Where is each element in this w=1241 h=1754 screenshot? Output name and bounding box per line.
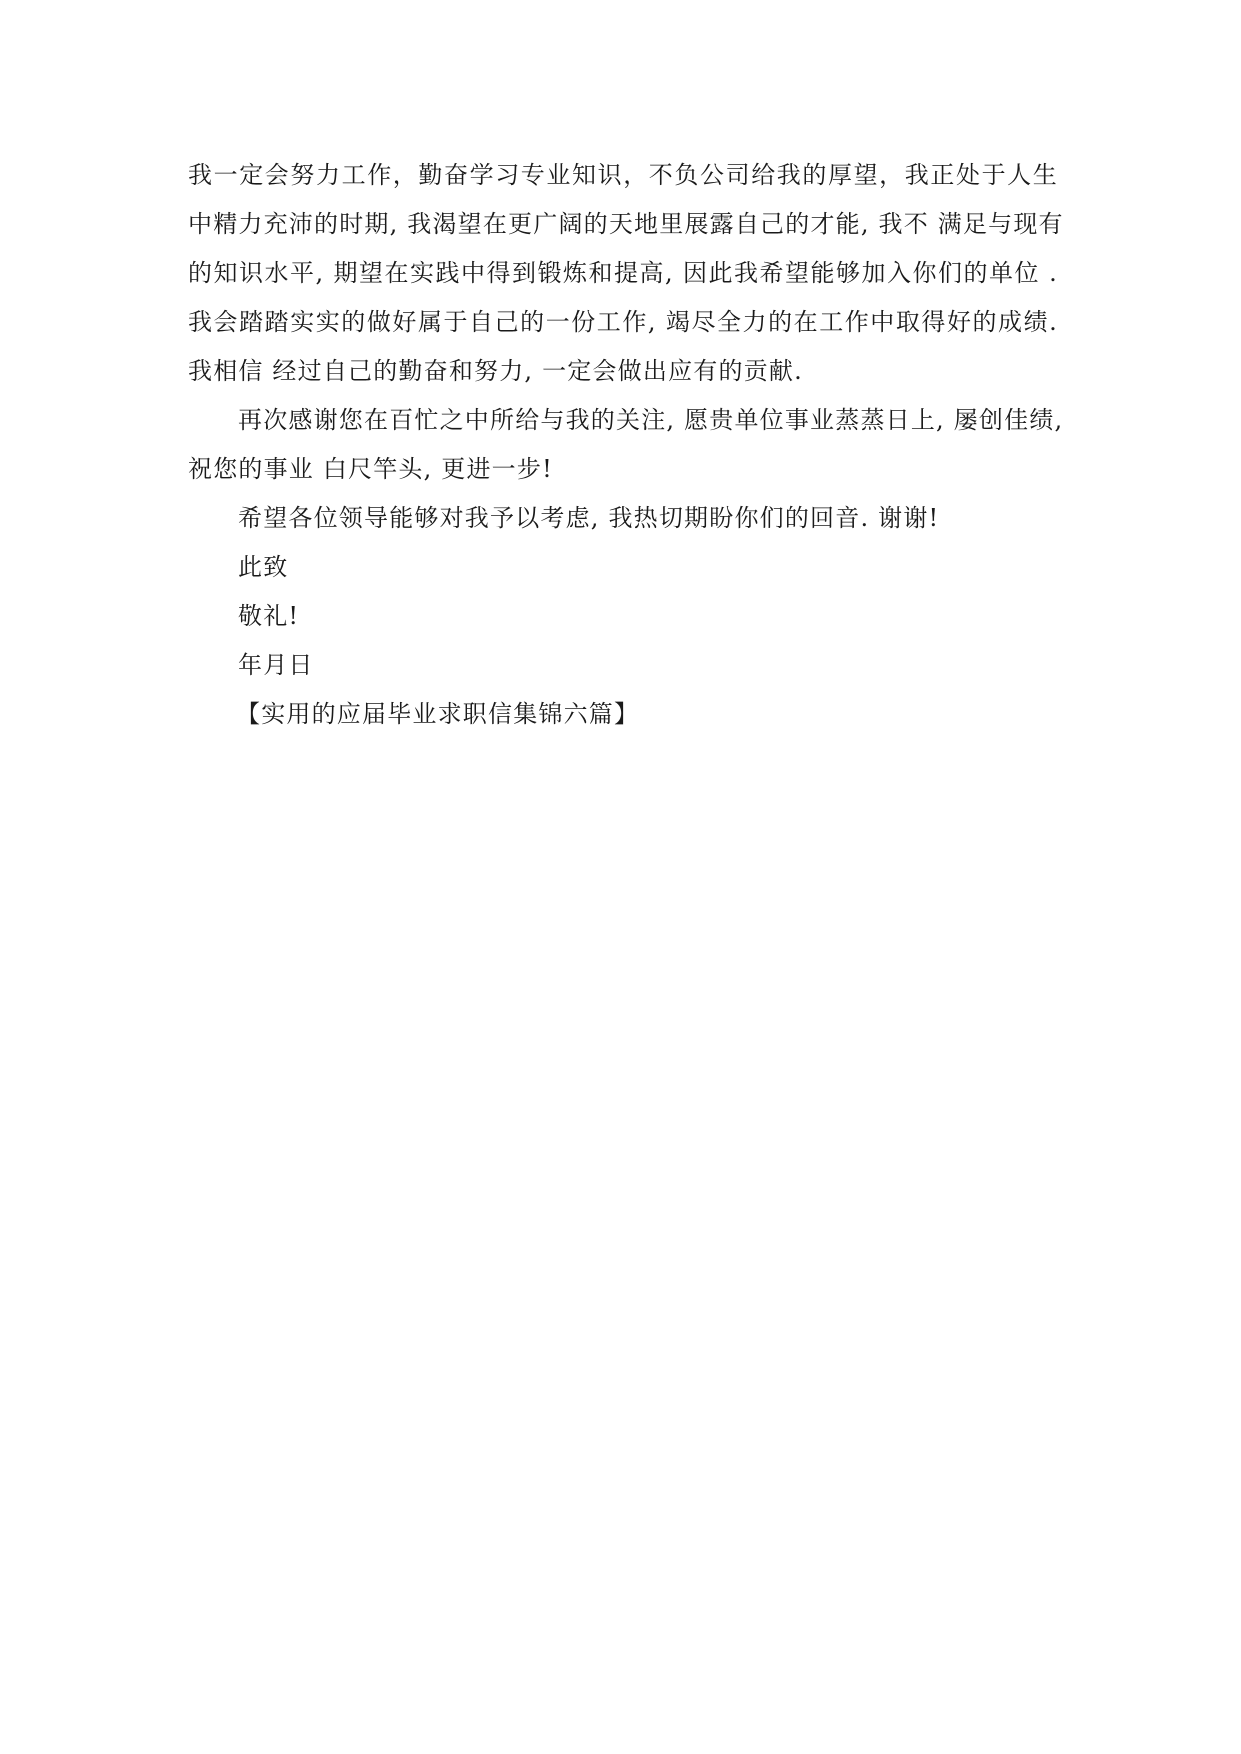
paragraph-1-line-5: 我相信 经过自己的勤奋和努力, 一定会做出应有的贡献. <box>188 357 803 385</box>
footer-title: 【实用的应届毕业求职信集锦六篇】 <box>236 700 640 728</box>
closing-text: 此致 <box>238 553 289 581</box>
paragraph-1-line-4: 我会踏踏实实的做好属于自己的一份工作, 竭尽全力的在工作中取得好的成绩. <box>188 308 1058 336</box>
paragraph-2-line-2: 祝您的事业 白尺竿头, 更进一步! <box>188 455 553 483</box>
paragraph-1-line-3: 的知识水平, 期望在实践中得到锻炼和提高, 因此我希望能够加入你们的单位 . <box>188 259 1058 287</box>
paragraph-2-line-1: 再次感谢您在百忙之中所给与我的关注, 愿贵单位事业蒸蒸日上, 屡创佳绩, <box>238 406 1064 434</box>
paragraph-3: 希望各位领导能够对我予以考虑, 我热切期盼你们的回音. 谢谢! <box>238 504 940 532</box>
salute-text: 敬礼! <box>238 602 300 630</box>
paragraph-1-line-1: 我一定会努力工作，勤奋学习专业知识，不负公司给我的厚望，我正处于人生 <box>188 161 1058 189</box>
paragraph-1-line-2: 中精力充沛的时期, 我渴望在更广阔的天地里展露自己的才能, 我不 满足与现有 <box>188 210 1064 238</box>
date-text: 年月日 <box>238 651 314 679</box>
